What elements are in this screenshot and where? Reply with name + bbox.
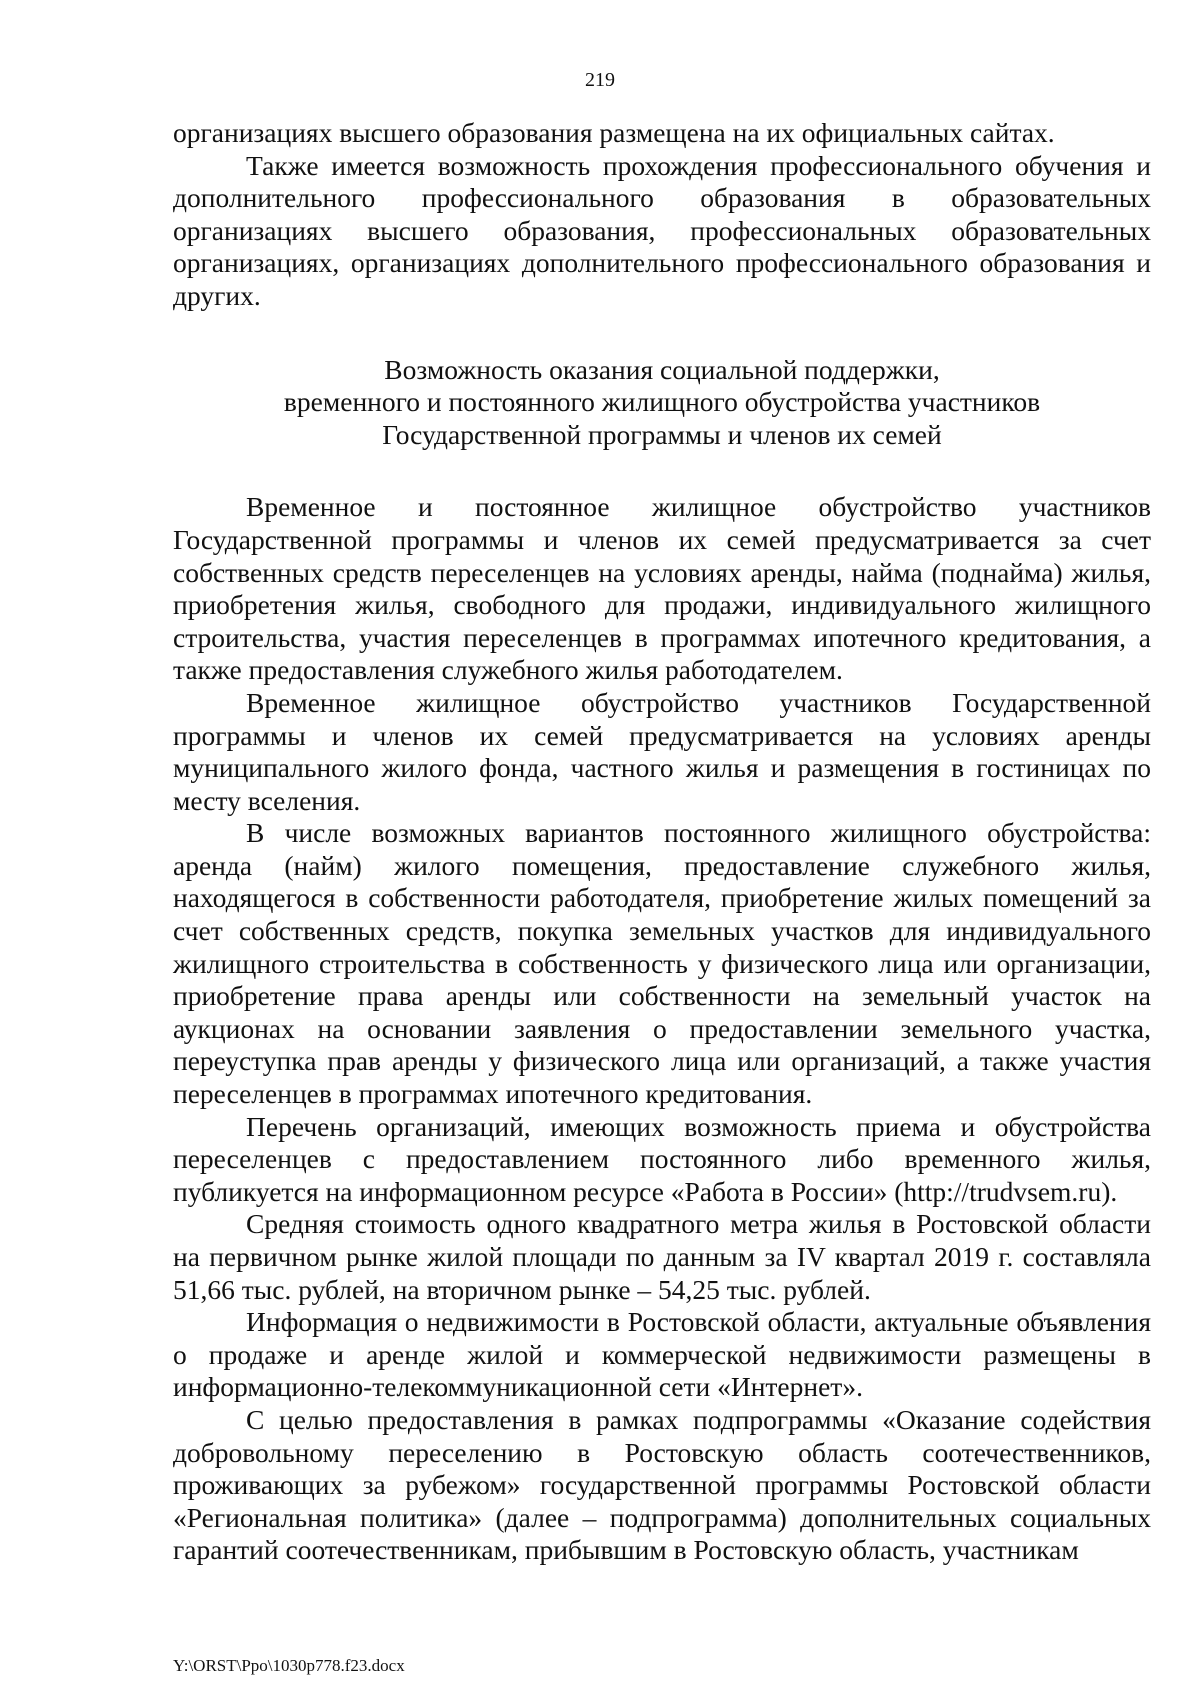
section-title-line: Возможность оказания социальной поддержки, [384, 353, 940, 385]
paragraph-organizations-list: Перечень организаций, имеющих возможность приема и обустройства переселенцев с предоставлением постоянного либо временного жилья, публикуется на информационном ресурсе «Работа в России» (http://trudvsem.ru). [173, 1110, 1151, 1207]
document-body [173, 117, 1151, 1567]
section-title-line: Государственной программы и членов их семей [382, 418, 942, 450]
section-title [173, 354, 1151, 452]
paragraph-average-cost: Средняя стоимость одного квадратного метра жилья в Ростовской области на первичном рынке жилой площади по данным за IV квартал 2019 г. составляла 51,66 тыс. рублей, на вторичном рынке – 54,25 тыс. рублей. [173, 1208, 1151, 1305]
paragraph-subprogram: С целью предоставления в рамках подпрограммы «Оказание содействия добровольному переселению в Ростовскую область соотечественников, проживающих за рубежом» государственной программы Ростовской области «Региональная политика» (далее – подпрограмма) дополнительных социальных гарантий соотечественникам, прибывшим в Ростовскую область, участникам [173, 1403, 1151, 1566]
file-path-footer: Y:\ORST\Ppo\1030p778.f23.docx [173, 1656, 405, 1675]
paragraph-continued: организациях высшего образования размещена на их официальных сайтах. [173, 117, 1055, 148]
section-title-line: временного и постоянного жилищного обустройства участников [283, 386, 1041, 418]
paragraph-training: Также имеется возможность прохождения профессионального обучения и дополнительного профессионального образования в образовательных организациях высшего образования, профессиональных образовательных организациях, организациях дополнительного профессионального образования и других. [173, 149, 1151, 311]
page-number: 219 [585, 69, 615, 91]
paragraph-permanent-housing-options: В числе возможных вариантов постоянного жилищного обустройства: аренда (найм) жилого помещения, предоставление служебного жилья, находящегося в собственности работодателя, приобретение жилых помещений за счет собственных средств, покупка земельных участков для индивидуального жилищного строительства в собственность у физического лица или организации, приобретение права аренды или собственности на земельный участок на аукционах на основании заявления о предоставлении земельного участка, переуступка прав аренды у физического лица или организаций, а также участия переселенцев в программах ипотечного кредитования. [173, 817, 1151, 1110]
paragraph-temporary-housing: Временное жилищное обустройство участников Государственной программы и членов их семей предусматривается на условиях аренды муниципального жилого фонда, частного жилья и размещения в гостиницах по месту вселения. [173, 686, 1151, 816]
paragraph-housing-general: Временное и постоянное жилищное обустройство участников Государственной программы и членов их семей предусматривается за счет собственных средств переселенцев на условиях аренды, найма (поднайма) жилья, приобретения жилья, свободного для продажи, индивидуального жилищного строительства, участия переселенцев в программах ипотечного кредитования, а также предоставления служебного жилья работодателем. [173, 491, 1151, 686]
paragraph-real-estate-info: Информация о недвижимости в Ростовской области, актуальные объявления о продаже и аренде жилой и коммерческой недвижимости размещены в информационно-телекоммуникационной сети «Интернет». [173, 1306, 1151, 1403]
